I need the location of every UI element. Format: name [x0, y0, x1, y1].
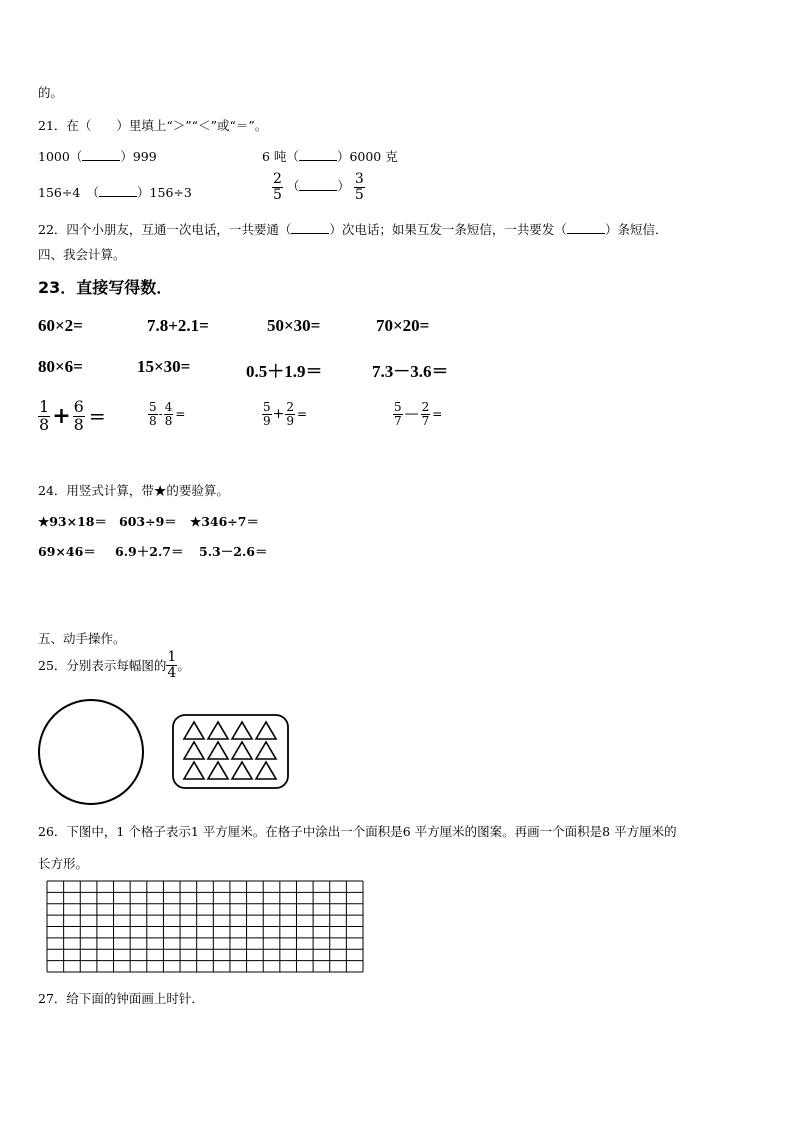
- triangle: [184, 742, 204, 759]
- q24-expr: 5.3－2.6＝: [199, 544, 268, 559]
- q24-expr: 69×46＝: [38, 544, 96, 559]
- q23-expr: 7.3－3.6＝: [372, 362, 449, 381]
- q23-fraction-expr: $\frac{1}{8}$ + $\frac{6}{8}$ =: [39, 397, 106, 434]
- fraction: $\frac{2}{5}$: [273, 171, 282, 203]
- q23-fraction-expr: $\frac{5}{9}$ + $\frac{2}{9}$ =: [263, 400, 308, 428]
- triangle: [232, 762, 252, 779]
- triangle: [256, 762, 276, 779]
- triangle: [208, 742, 228, 759]
- fraction: $\frac{1}{4}$: [167, 649, 177, 681]
- q24-expr: ★346÷7＝: [190, 514, 259, 529]
- q21-compare-4: $\frac{2}{5}$ （ ） $\frac{3}{5}$: [273, 171, 364, 203]
- fraction: $\frac{5}{9}$: [263, 400, 271, 428]
- answer-blank[interactable]: [291, 223, 329, 234]
- q24-title: 24．用竖式计算，带★的要验算。: [38, 483, 229, 498]
- triangles-figure[interactable]: [172, 714, 290, 790]
- q21-compare-3: 156÷4 （ ）156÷3: [38, 185, 192, 200]
- q22-text: 22．四个小朋友，互通一次电话，一共要通（ ）次电话；如果互发一条短信，一共要发（ ）条短信．: [38, 222, 668, 237]
- q23-expr: 80×6=: [38, 357, 83, 376]
- q23-expr: 7.8+2.1=: [147, 316, 209, 335]
- answer-blank[interactable]: [299, 180, 337, 191]
- fraction: $\frac{4}{8}$: [164, 400, 173, 428]
- q23-fraction-expr: $\frac{5}{8}$ - $\frac{4}{8}$ =: [149, 400, 186, 428]
- fraction: $\frac{2}{7}$: [421, 400, 430, 428]
- fraction: $\frac{6}{8}$: [73, 397, 84, 434]
- triangle: [184, 722, 204, 739]
- q23-expr: 15×30=: [137, 357, 191, 376]
- q23-fraction-expr: $\frac{5}{7}$ — $\frac{2}{7}$ =: [394, 400, 443, 428]
- q21-compare-2: 6 吨（ ）6000 克: [262, 149, 398, 164]
- q26-line-1: 26．下图中，1 个格子表示1 平方厘米。在格子中涂出一个面积是6 平方厘米的图案。再画一个面积是8 平方厘米的: [38, 824, 677, 839]
- triangle: [208, 722, 228, 739]
- answer-blank[interactable]: [299, 150, 337, 161]
- q21-title: 21．在（ ）里填上“＞”“＜”或“＝”。: [38, 118, 268, 133]
- circle-figure[interactable]: [36, 698, 148, 808]
- q23-expr: 50×30=: [267, 316, 321, 335]
- q23-title: 23．直接写得数．: [38, 278, 173, 297]
- triangle: [232, 742, 252, 759]
- circle-shape: [39, 700, 143, 804]
- triangle: [184, 762, 204, 779]
- triangle: [256, 742, 276, 759]
- q25-title: 25．分别表示每幅图的 $\frac{1}{4}$ 。: [38, 649, 190, 681]
- q23-expr: 60×2=: [38, 316, 83, 335]
- section-4-heading: 四、我会计算。: [38, 247, 126, 262]
- answer-blank[interactable]: [567, 223, 605, 234]
- text-fragment: 的。: [38, 85, 64, 100]
- fraction: $\frac{5}{7}$: [394, 400, 402, 428]
- triangle: [208, 762, 228, 779]
- q24-expr: 6.9＋2.7＝: [115, 544, 184, 559]
- q24-expr: 603÷9＝: [119, 514, 177, 529]
- fraction: $\frac{5}{8}$: [149, 400, 157, 428]
- triangle: [256, 722, 276, 739]
- square-grid[interactable]: [46, 880, 366, 975]
- q23-expr: 0.5＋1.9＝: [246, 362, 323, 381]
- q26-line-2: 长方形。: [38, 856, 89, 871]
- q27-title: 27．给下面的钟面画上时针．: [38, 991, 204, 1006]
- fraction: $\frac{1}{8}$: [39, 397, 50, 434]
- triangle: [232, 722, 252, 739]
- q21-compare-1: 1000（ ）999: [38, 149, 157, 164]
- q23-expr: 70×20=: [376, 316, 430, 335]
- fraction: $\frac{3}{5}$: [354, 171, 364, 203]
- fraction: $\frac{2}{9}$: [286, 400, 295, 428]
- q24-expr: ★93×18＝: [38, 514, 107, 529]
- section-5-heading: 五、动手操作。: [38, 631, 126, 646]
- answer-blank[interactable]: [82, 150, 120, 161]
- answer-blank[interactable]: [99, 186, 137, 197]
